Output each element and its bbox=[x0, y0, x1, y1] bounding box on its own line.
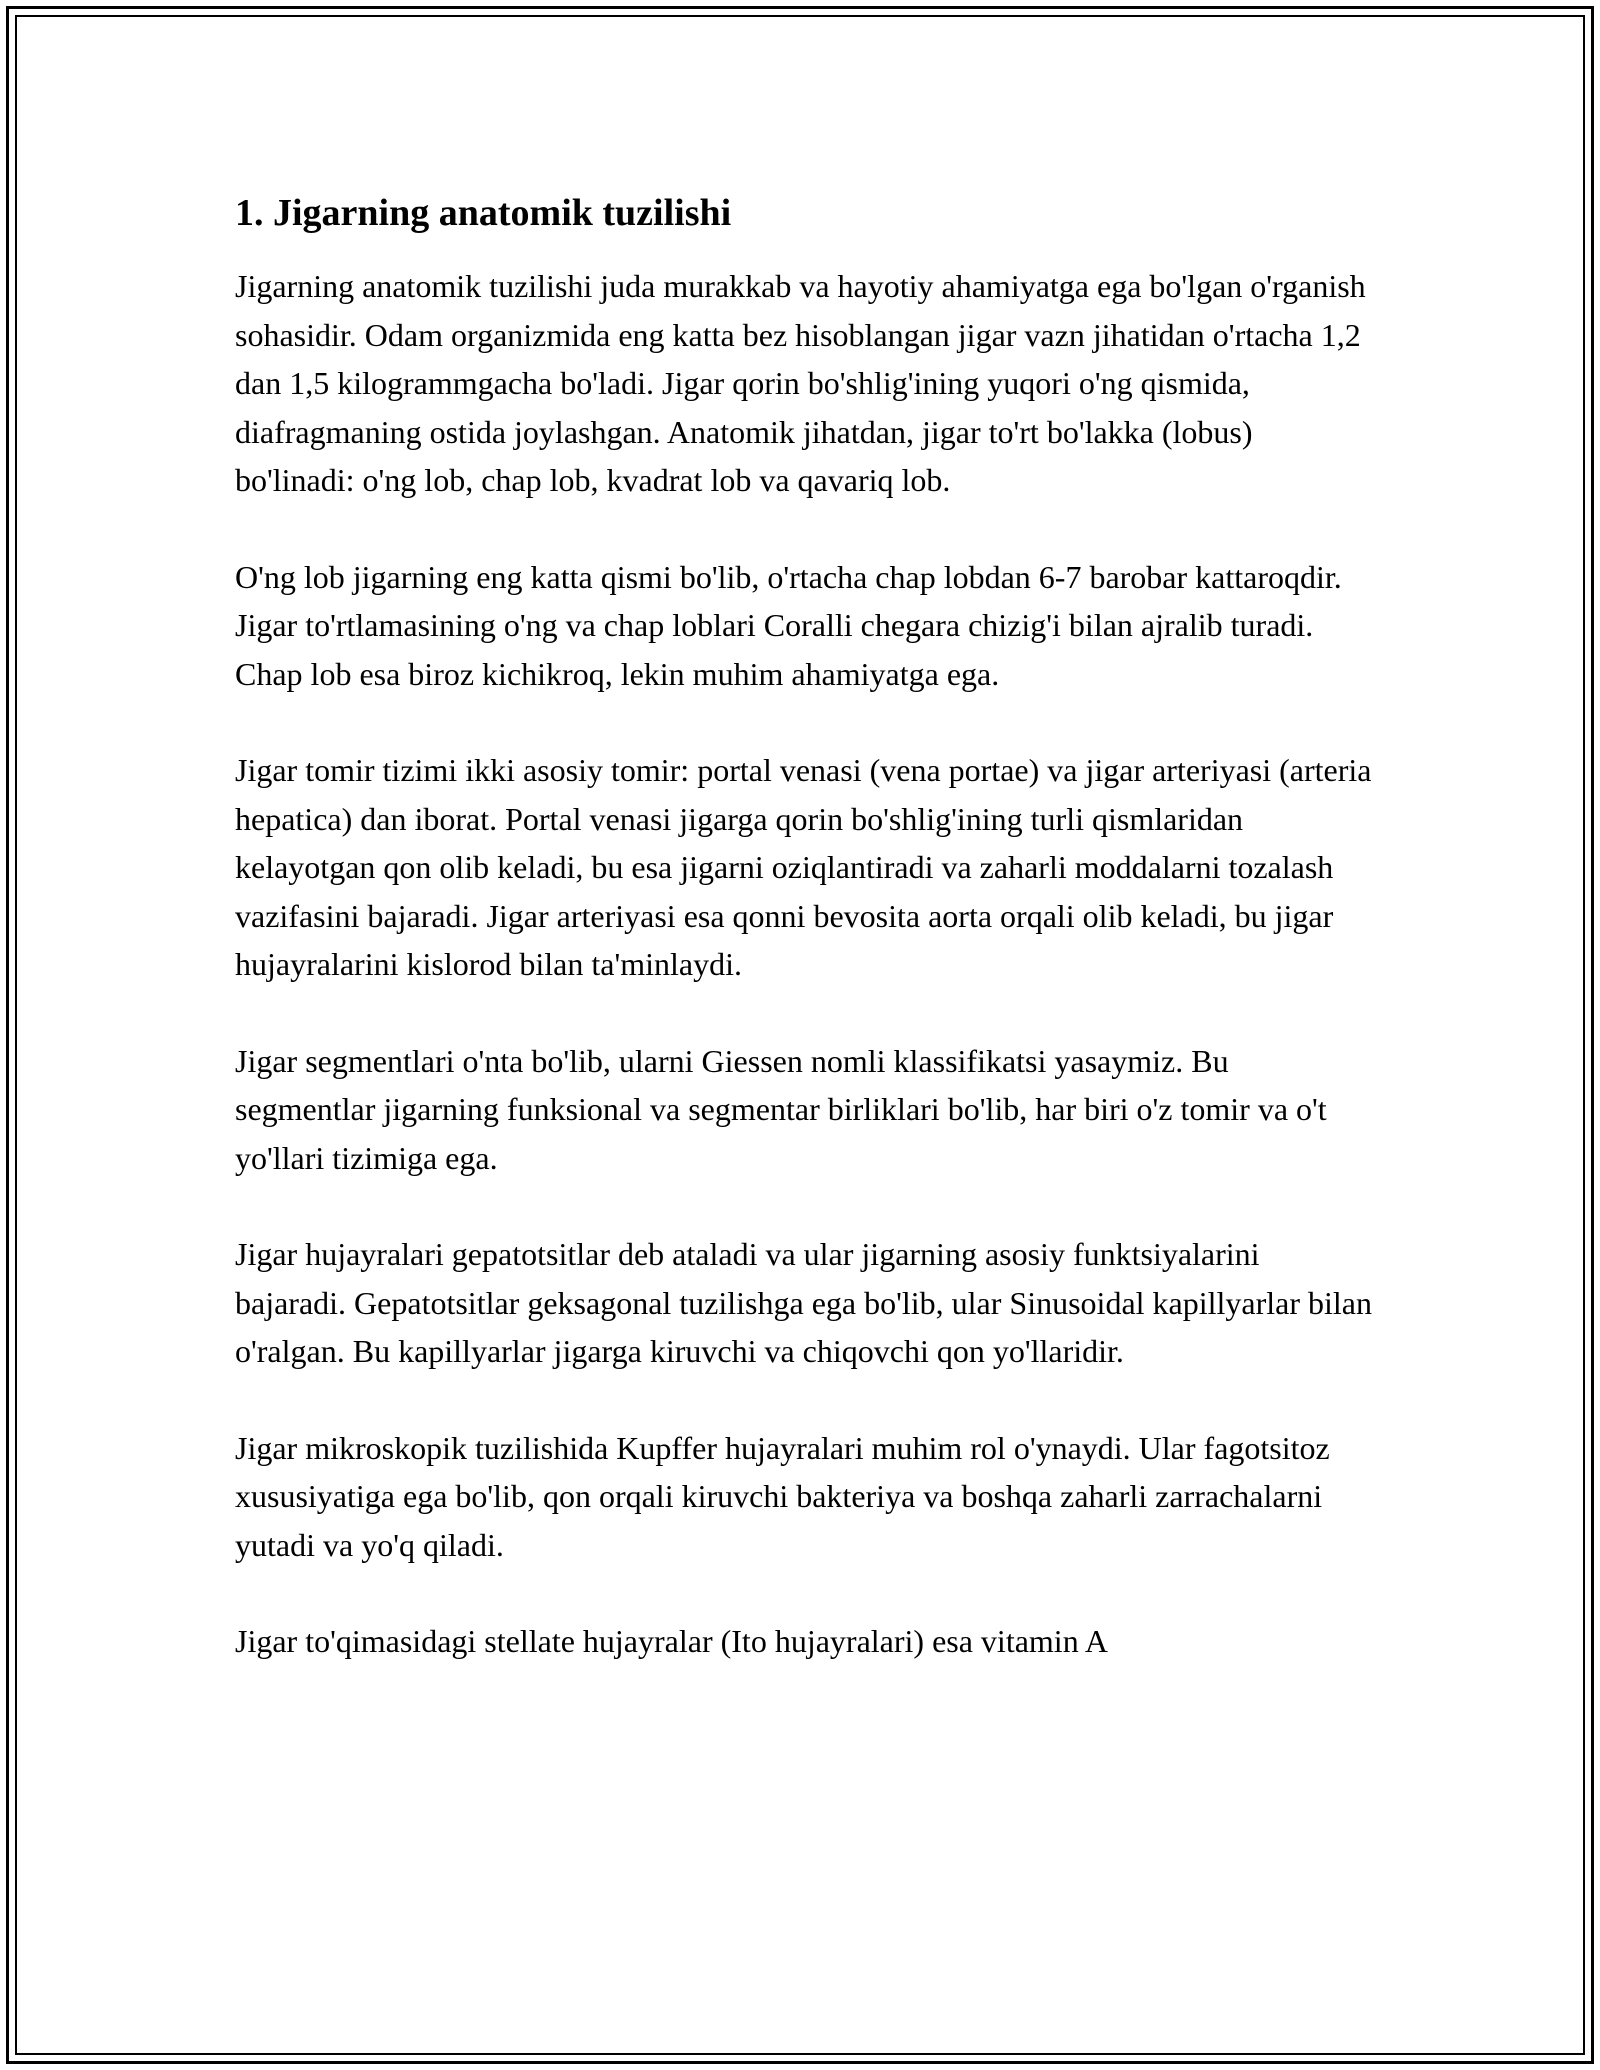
section-heading: 1. Jigarning anatomik tuzilishi bbox=[235, 192, 732, 234]
paragraph-6: Jigar mikroskopik tuzilishida Kupffer hujayralari muhim rol o'ynaydi. Ular fagotsitoz xususiyatiga ega bo'lib, qon orqali kiruvchi bakteriya va boshqa zaharli zarrachalarni yutadi va yo'q qiladi. bbox=[235, 1429, 1330, 1563]
paragraph-7: Jigar to'qimasidagi stellate hujayralar (Ito hujayralari) esa vitamin A bbox=[235, 1623, 1109, 1659]
document-body bbox=[235, 186, 1375, 1714]
paragraph-3: Jigar tomir tizimi ikki asosiy tomir: portal venasi (vena portae) va jigar arteriyasi (arteria hepatica) dan iborat. Portal venasi jigarga qorin bo'shlig'ining turli qismlaridan kelayotgan qon olib keladi, bu esa jigarni oziqlantiradi va zaharli moddalarni tozalash vazifasini bajaradi. Jigar arteriyasi esa qonni bevosita aorta orqali olib keladi, bu jigar hujayralarini kislorod bilan ta'minlaydi. bbox=[235, 752, 1372, 982]
paragraph-5: Jigar hujayralari gepatotsitlar deb ataladi va ular jigarning asosiy funktsiyalarini bajaradi. Gepatotsitlar geksagonal tuzilishga ega bo'lib, ular Sinusoidal kapillyarlar bilan o'ralgan. Bu kapillyarlar jigarga kiruvchi va chiqovchi qon yo'llaridir. bbox=[235, 1236, 1372, 1369]
paragraph-2: O'ng lob jigarning eng katta qismi bo'lib, o'rtacha chap lobdan 6-7 barobar kattaroqdir. Jigar to'rtlamasining o'ng va chap loblari Coralli chegara chizig'i bilan ajralib turadi. Chap lob esa biroz kichikroq, lekin muhim ahamiyatga ega. bbox=[235, 558, 1342, 692]
paragraph-4: Jigar segmentlari o'nta bo'lib, ularni Giessen nomli klassifikatsi yasaymiz. Bu segmentlar jigarning funksional va segmentar birliklari bo'lib, har biri o'z tomir va o't yo'llari tizimiga ega. bbox=[235, 1042, 1327, 1176]
paragraph-1: Jigarning anatomik tuzilishi juda murakkab va hayotiy ahamiyatga ega bo'lgan o'rganish sohasidir. Odam organizmida eng katta bez hisoblangan jigar vazn jihatidan o'rtacha 1,2 dan 1,5 kilogrammgacha bo'ladi. Jigar qorin bo'shlig'ining yuqori o'ng qismida, diafragmaning ostida joylashgan. Anatomik jihatdan, jigar to'rt bo'lakka (lobus) bo'linadi: o'ng lob, chap lob, kvadrat lob va qavariq lob. bbox=[235, 268, 1366, 498]
